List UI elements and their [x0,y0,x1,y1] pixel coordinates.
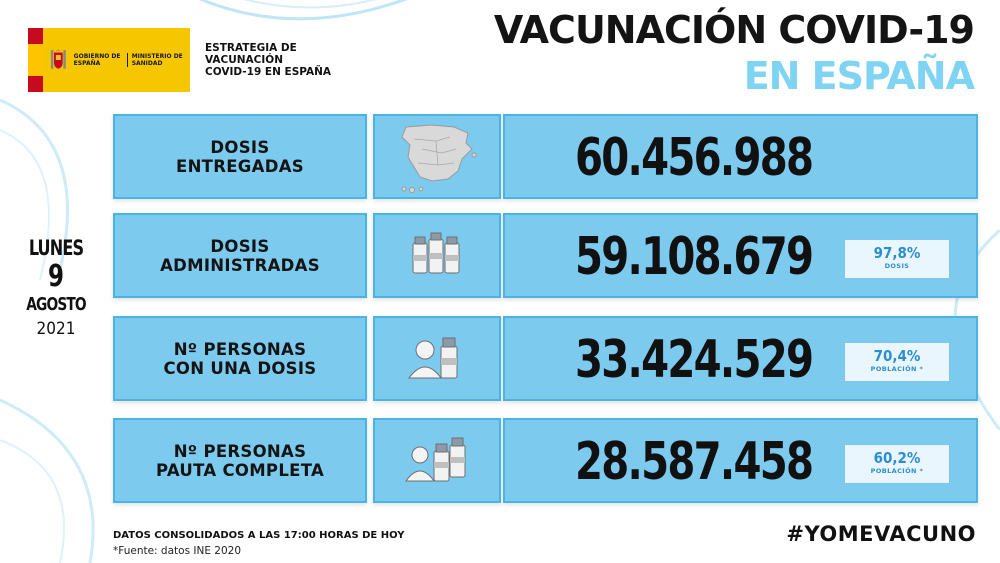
date-day: 9 [48,259,64,294]
vaccine-vials-icon [407,231,467,281]
person-vial-icon [407,334,467,384]
date-weekday: LUNES [28,236,84,260]
date-year: 2021 [36,319,76,339]
coat-of-arms-icon [49,40,68,80]
stat-label: Nº PERSONAS CON UNA DOSIS [163,339,317,378]
percentage-badge [844,342,950,382]
page-subtitle: EN ESPAÑA [743,54,974,98]
strategy-line-2: VACUNACIÓN [205,54,284,66]
stat-value: 28.587.458 [575,432,813,492]
org-gobierno: GOBIERNO DE ESPAÑA [73,53,121,67]
percentage-value: 60,2% [873,449,921,467]
page-title: VACUNACIÓN COVID-19 [493,8,974,52]
decorative-swirl-bottom-left [0,380,120,563]
percentage-label: POBLACIÓN * [870,467,924,475]
strategy-line-1: ESTRATEGIA DE [205,42,297,54]
strategy-line-3: COVID-19 EN ESPAÑA [205,66,332,78]
spain-flag-icon [28,28,43,92]
percentage-label: DOSIS [884,262,910,270]
stat-value: 33.424.529 [575,330,813,390]
footer-source: *Fuente: datos INE 2020 [113,545,242,557]
date-block [20,236,92,339]
percentage-badge [844,239,950,279]
spain-map-icon [392,119,482,195]
strategy-label [205,42,385,78]
stat-value: 60.456.988 [575,128,813,188]
hashtag: #YOMEVACUNO [786,522,976,546]
percentage-value: 70,4% [873,347,921,365]
stat-label: Nº PERSONAS PAUTA COMPLETA [155,441,325,480]
stat-row-personas-una-dosis [113,316,978,401]
person-two-vials-icon [404,435,470,487]
percentage-badge [844,444,950,484]
stat-row-dosis-administradas [113,213,978,298]
stat-value: 59.108.679 [575,227,813,287]
decorative-swirl-top [180,0,440,40]
footer-note: DATOS CONSOLIDADOS A LAS 17:00 HORAS DE HOY [113,530,405,541]
gobierno-logo [28,28,190,92]
stat-row-dosis-entregadas [113,114,978,199]
percentage-value: 97,8% [873,244,921,262]
percentage-label: POBLACIÓN * [870,365,924,373]
stat-label: DOSIS ENTREGADAS [176,137,304,176]
stat-row-pauta-completa [113,418,978,503]
date-month: AGOSTO [26,294,86,315]
stat-label: DOSIS ADMINISTRADAS [160,236,320,275]
org-ministerio: MINISTERIO DE SANIDAD [127,53,184,67]
